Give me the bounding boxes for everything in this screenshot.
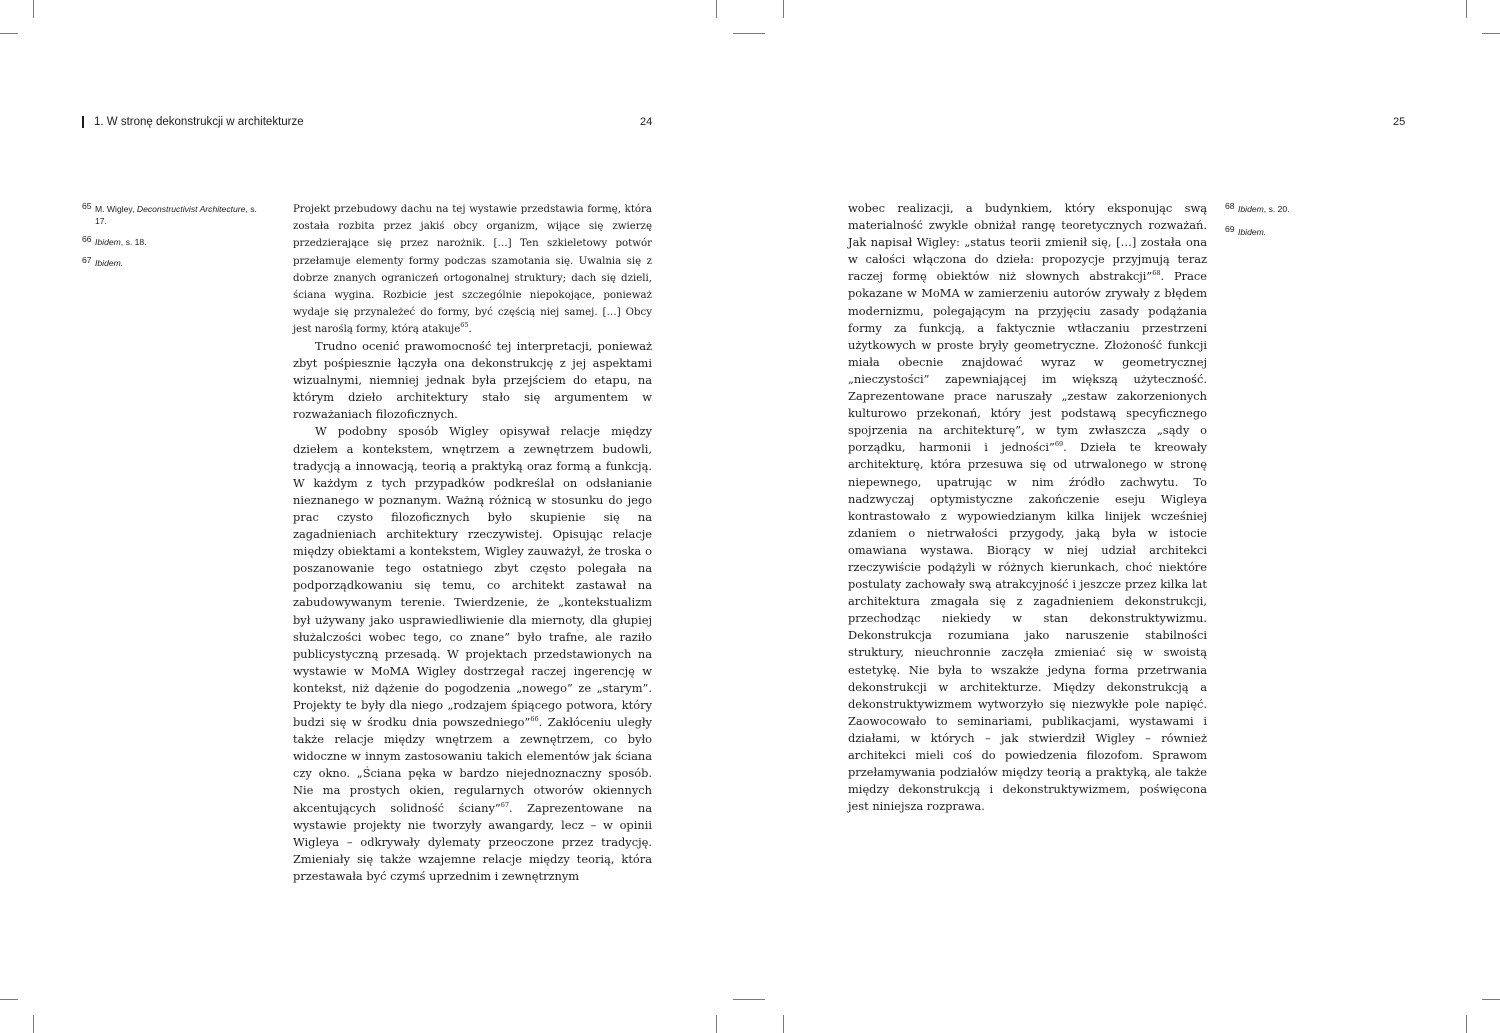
paragraph bbox=[293, 423, 652, 885]
crop-mark bbox=[783, 0, 784, 18]
footnote bbox=[82, 236, 267, 248]
body-column-right bbox=[848, 200, 1207, 815]
crop-mark bbox=[733, 33, 765, 34]
chapter-title: 1. W stronę dekonstrukcji w architekturze bbox=[94, 116, 304, 128]
footnote-page: , s. 20. bbox=[1263, 204, 1290, 214]
crop-mark bbox=[1482, 33, 1500, 34]
footnote-page: , s. 18. bbox=[120, 237, 147, 247]
running-head-bar bbox=[82, 116, 84, 128]
footnote-number: 65 bbox=[82, 201, 92, 211]
footnote bbox=[82, 203, 267, 227]
footnote-number: 67 bbox=[82, 255, 92, 265]
footnote-ref: 69 bbox=[1054, 440, 1064, 449]
footnote bbox=[1225, 226, 1385, 238]
footnote-number: 68 bbox=[1225, 201, 1235, 211]
paragraph-text: . Zaprezentowane na wystawie projekty nie tworzyły awangardy, lecz – w opinii Wigleya – odkrywały dylematy przeoczone przez tradycję. Zmieniały się także wzajemne relacje między teorią, która przestawała być czymś uprzednim i zewnętrznym bbox=[293, 800, 652, 883]
block-quote: Projekt przebudowy dachu na tej wystawie przedstawia formę, która została rozbita przez jakiś obcy organizm, wijące się zwierzę przedzierające się przez narożnik. […] Ten szkieletowy potwór przełamuje elementy formy podczas szamotania się. Uwalnia się z dobrze znanych ograniczeń ortogonalnej struktury; dach się dzieli, ściana wygina. Rozbicie jest szczególnie niepokojące, ponieważ wydaje się przynależeć do formy, być częścią niej samej. […] Obcy jest naroślą formy, którą atakuje$^{65}$. bbox=[293, 204, 652, 336]
footnotes-right bbox=[1225, 203, 1385, 247]
footnote bbox=[82, 257, 267, 269]
footnote-ref: 66 bbox=[530, 715, 539, 724]
page-number-left: 24 bbox=[640, 116, 653, 128]
paragraph-text: wobec realizacji, a budynkiem, który eksponując swą materialność zwykle obniżał rangę teoretycznych rozważań. Jak napisał Wigley: „status teorii zmienił się, […] została ona w całości włączona do dzieła: propozycje przyjmują teraz raczej formę obiektów niż słownych abstrakcji” bbox=[848, 201, 1207, 284]
paragraph-text: W podobny sposób Wigley opisywał relacje między dziełem a kontekstem, wnętrzem a zewnętrzem budowli, tradycją a innowacją, teorią a praktyką oraz formą a funkcją. W każdym z tych przypadków podkreślał on odsłanianie nieznanego w poznanym. Ważną różnicą w stosunku do jego prac czysto filozoficznych było skupienie się na zagadnieniach architektury rzeczywistej. Opisując relacje między obiektami a kontekstem, Wigley zauważył, że troska o poszanowanie tego ostatniego zbyt często polegała na podporządkowaniu się temu, co architekt zastawał na zabudowywanym terenie. Twierdzenie, że „kontekstualizm był używany jako usprawiedliwienie dla miernoty, dla głupiej służalczości wobec tego, co znane” było trafne, ale raziło publicystyczną przesadą. W projektach przedstawionych na wystawie w MoMA Wigley dostrzegał raczej ingerencję w kontekst, niż dążenie do pogodzenia „nowego” ze „starym”. Projekty te były dla niego „rodzajem śpiącego potwora, który budzi się w środku dnia powszedniego” bbox=[293, 424, 652, 730]
footnote-page: , s. 17. bbox=[95, 204, 257, 226]
paragraph-text: . Dzieła te kreowały architekturę, która przesuwa się od utrwalonego w stronę niepewnego, upatrując w nim źródło zachwytu. To nadzwyczaj optymistyczne zakończenie eseju Wigleya kontrastowało z wypowiedzianym kilka linijek wcześniej zdaniem o nietrwałości przygody, jaką była w istocie omawiana wystawa. Biorący w niej udział architekci rzeczywiście podążyli w różnych kierunkach, choć niektóre postulaty zachowały swą atrakcyjność i jeszcze przez kilka lat architektura zmagała się z zagadnieniem dekonstrukcji, przechodząc niekiedy w stan dekonstruktywizmu. Dekonstrukcja rozumiana jako naruszenie stabilności struktury, nieuchronnie zaczęła zmieniać się w swoistą estetykę. Nie była to wszakże jedyna forma przetrwania dekonstrukcji w architekturze. Między dekonstrukcją a dekonstruktywizmem wytworzyło się niezwykłe pole napięć. Zaowocowało to seminariami, publikacjami, wystawami i działami, w których – jak stwierdził Wigley – również architekci mieli coś do powiedzenia filozofom. Sprawom przełamywania podziałów między teorią a praktyką, ale także między dekonstrukcją i dekonstruktywizmem, poświęcona jest niniejsza rozprawa. bbox=[848, 440, 1207, 814]
running-head bbox=[82, 116, 304, 128]
crop-mark bbox=[0, 999, 18, 1000]
footnote-text: M. Wigley, bbox=[95, 204, 137, 214]
footnote bbox=[1225, 203, 1385, 215]
footnote-ref: 67 bbox=[500, 800, 510, 809]
footnote-title: Deconstructivist Architecture bbox=[136, 204, 246, 214]
footnote-title: Ibidem. bbox=[95, 258, 124, 268]
crop-mark bbox=[1466, 1015, 1467, 1033]
crop-mark bbox=[716, 1015, 717, 1033]
body-column-left bbox=[293, 338, 652, 885]
crop-mark bbox=[716, 0, 717, 18]
paragraph-text: . Zakłóceniu uległy także relacje między wnętrzem a zewnętrzem, co było widoczne w innym zastosowaniu takich elementów jak ściana czy okno. „Ściana pęka w bardzo niejednoznaczny sposób. Nie ma prostych okien, regularnych otworów okiennych akcentujących solidność ściany” bbox=[293, 715, 652, 815]
footnote-ref: 68 bbox=[1152, 269, 1161, 278]
crop-mark bbox=[733, 999, 765, 1000]
crop-mark bbox=[33, 1015, 34, 1033]
paragraph bbox=[848, 200, 1207, 815]
crop-mark bbox=[0, 33, 18, 34]
footnote-title: Ibidem. bbox=[1238, 227, 1267, 237]
footnote-title: Ibidem bbox=[95, 237, 121, 247]
footnote-title: Ibidem bbox=[1238, 204, 1264, 214]
footnote-ref: 65 bbox=[460, 321, 469, 330]
crop-mark bbox=[33, 0, 34, 18]
paragraph: Trudno ocenić prawomocność tej interpretacji, ponieważ zbyt pośpiesznie łączyła ona dekonstrukcję z jej aspektami wizualnymi, niemniej jednak była przejściem do etapu, na którym dzieło architektury stało się argumentem w rozważaniach filozoficznych. bbox=[293, 339, 652, 422]
crop-mark bbox=[1482, 999, 1500, 1000]
footnote-number: 66 bbox=[82, 234, 92, 244]
paragraph-text: . Prace pokazane w MoMA w zamierzeniu autorów zrywały z błędem modernizmu, polegającym na przyjęciu zasady podążania formy za funkcją, a faktycznie wtłaczaniu przestrzeni użytkowych w proste bryły geometryczne. Złożoność funkcji miała obecnie znajdować wyraz w geometrycznej „nieczystości” zapewniającej im większą użyteczność. Zaprezentowane prace naruszały „zestaw zakorzenionych kulturowo przekonań, który jest podstawą specyficznego spojrzenia na architekturę”, w tym zwłaszcza „sądy o porządku, harmonii i jedności” bbox=[848, 269, 1207, 455]
crop-mark bbox=[783, 1015, 784, 1033]
footnotes-left bbox=[82, 203, 267, 278]
block-quote-text: Projekt przebudowy dachu na tej wystawie przedstawia formę, która została rozbita przez jakiś obcy organizm, wijące się zwierzę przedzierające się przez narożnik. […] Ten szkieletowy potwór przełamuje elementy formy podczas szamotania się. Uwalnia się z dobrze znanych ograniczeń ortogonalnej struktury; dach się dzieli, ściana wygina. Rozbicie jest szczególnie niepokojące, ponieważ wydaje się przynależeć do formy, być częścią niej samej. […] Obcy jest naroślą formy, którą atakuje bbox=[293, 204, 652, 336]
crop-mark bbox=[1466, 0, 1467, 18]
footnote-number: 69 bbox=[1225, 224, 1235, 234]
page-number-right: 25 bbox=[1393, 116, 1406, 128]
